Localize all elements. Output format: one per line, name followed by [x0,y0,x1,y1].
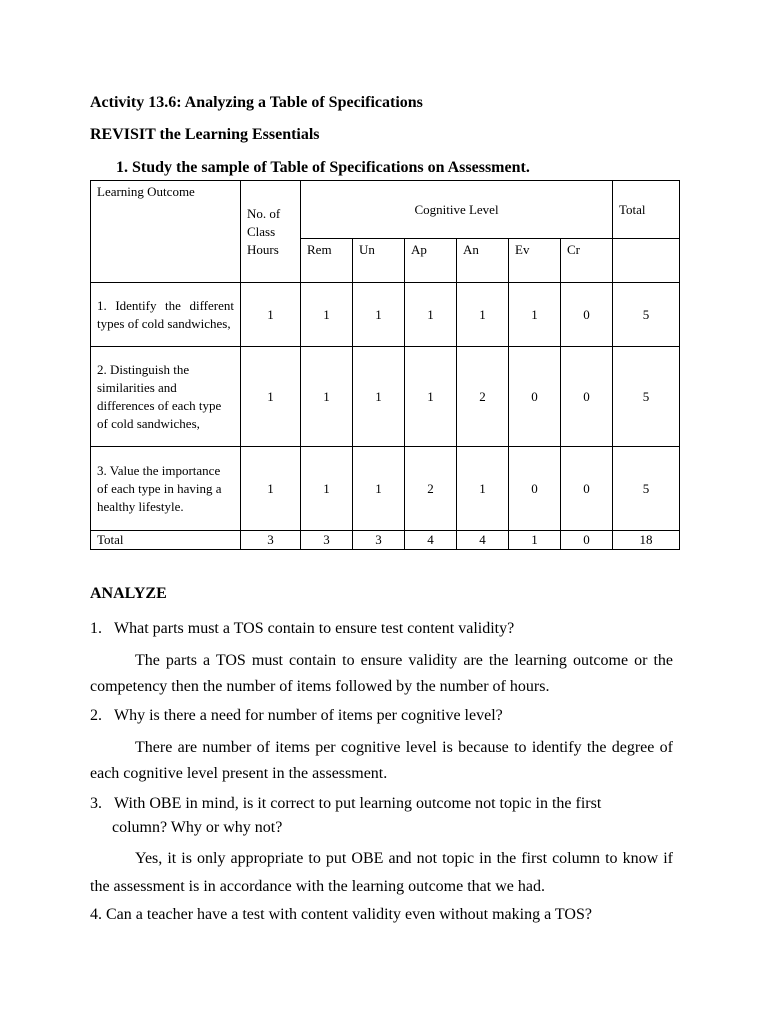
totals-hours: 3 [241,531,301,550]
question-number: 4. [90,906,102,923]
question-number: 1. [90,620,102,637]
answer-3: Yes, it is only appropriate to put OBE and not topic in the first column to know if the assessment is in accordance with the learning outcome that we had. [90,850,673,895]
totals-rem: 3 [301,531,353,550]
question-1 [90,617,680,641]
row-outcome: 2. Distinguish the similarities and differences of each type of cold sandwiches, [91,347,241,447]
row-ap: 1 [405,283,457,347]
row-an: 2 [457,347,509,447]
header-level-un: Un [353,239,405,283]
row-outcome: 3. Value the importance of each type in having a healthy lifestyle. [91,447,241,531]
totals-cr: 0 [561,531,613,550]
header-level-ap: Ap [405,239,457,283]
row-cr: 0 [561,283,613,347]
question-text-line2: column? Why or why not? [112,819,283,836]
row-outcome: 1. Identify the different types of cold sandwiches, [91,283,241,347]
table-row [91,447,680,531]
table-of-specifications [90,180,680,550]
question-number: 2. [90,707,102,724]
answer-1: The parts a TOS must contain to ensure validity are the learning outcome or the competency then the number of items followed by the number of hours. [90,652,673,695]
question-text: Can a teacher have a test with content validity even without making a TOS? [106,906,592,923]
row-ap: 2 [405,447,457,531]
header-class-hours: No. of Class Hours [241,181,301,283]
header-learning-outcome: Learning Outcome [91,181,241,283]
row-hours: 1 [241,347,301,447]
row-un: 1 [353,347,405,447]
row-total: 5 [613,347,680,447]
row-cr: 0 [561,347,613,447]
row-un: 1 [353,283,405,347]
question-2 [90,704,680,728]
row-an: 1 [457,283,509,347]
header-total-empty [613,239,680,283]
row-hours: 1 [241,447,301,531]
row-cr: 0 [561,447,613,531]
row-un: 1 [353,447,405,531]
question-text-line1: With OBE in mind, is it correct to put learning outcome not topic in the first [114,795,602,812]
answer-2: There are number of items per cognitive level is because to identify the degree of each cognitive level present in the assessment. [90,739,673,782]
totals-un: 3 [353,531,405,550]
section-heading-revisit: REVISIT the Learning Essentials [90,126,320,143]
table-row [91,347,680,447]
row-rem: 1 [301,283,353,347]
row-rem: 1 [301,347,353,447]
section-heading-analyze: ANALYZE [90,585,167,602]
table-row [91,283,680,347]
row-ev: 1 [509,283,561,347]
header-level-rem: Rem [301,239,353,283]
question-number: 3. [90,795,102,812]
question-text: Why is there a need for number of items per cognitive level? [114,707,503,724]
question-3 [90,792,680,840]
totals-ev: 1 [509,531,561,550]
header-total: Total [613,181,680,239]
activity-title: Activity 13.6: Analyzing a Table of Specifications [90,94,423,111]
row-an: 1 [457,447,509,531]
row-total: 5 [613,283,680,347]
row-rem: 1 [301,447,353,531]
totals-an: 4 [457,531,509,550]
row-ev: 0 [509,447,561,531]
totals-label: Total [91,531,241,550]
header-level-an: An [457,239,509,283]
header-level-cr: Cr [561,239,613,283]
question-4 [90,903,680,927]
header-cognitive-level: Cognitive Level [301,181,613,239]
totals-total: 18 [613,531,680,550]
instruction-study: 1. Study the sample of Table of Specifications on Assessment. [116,159,530,176]
header-level-ev: Ev [509,239,561,283]
row-ap: 1 [405,347,457,447]
question-text: What parts must a TOS contain to ensure test content validity? [114,620,515,637]
totals-ap: 4 [405,531,457,550]
table-row-totals [91,531,680,550]
row-hours: 1 [241,283,301,347]
row-total: 5 [613,447,680,531]
row-ev: 0 [509,347,561,447]
